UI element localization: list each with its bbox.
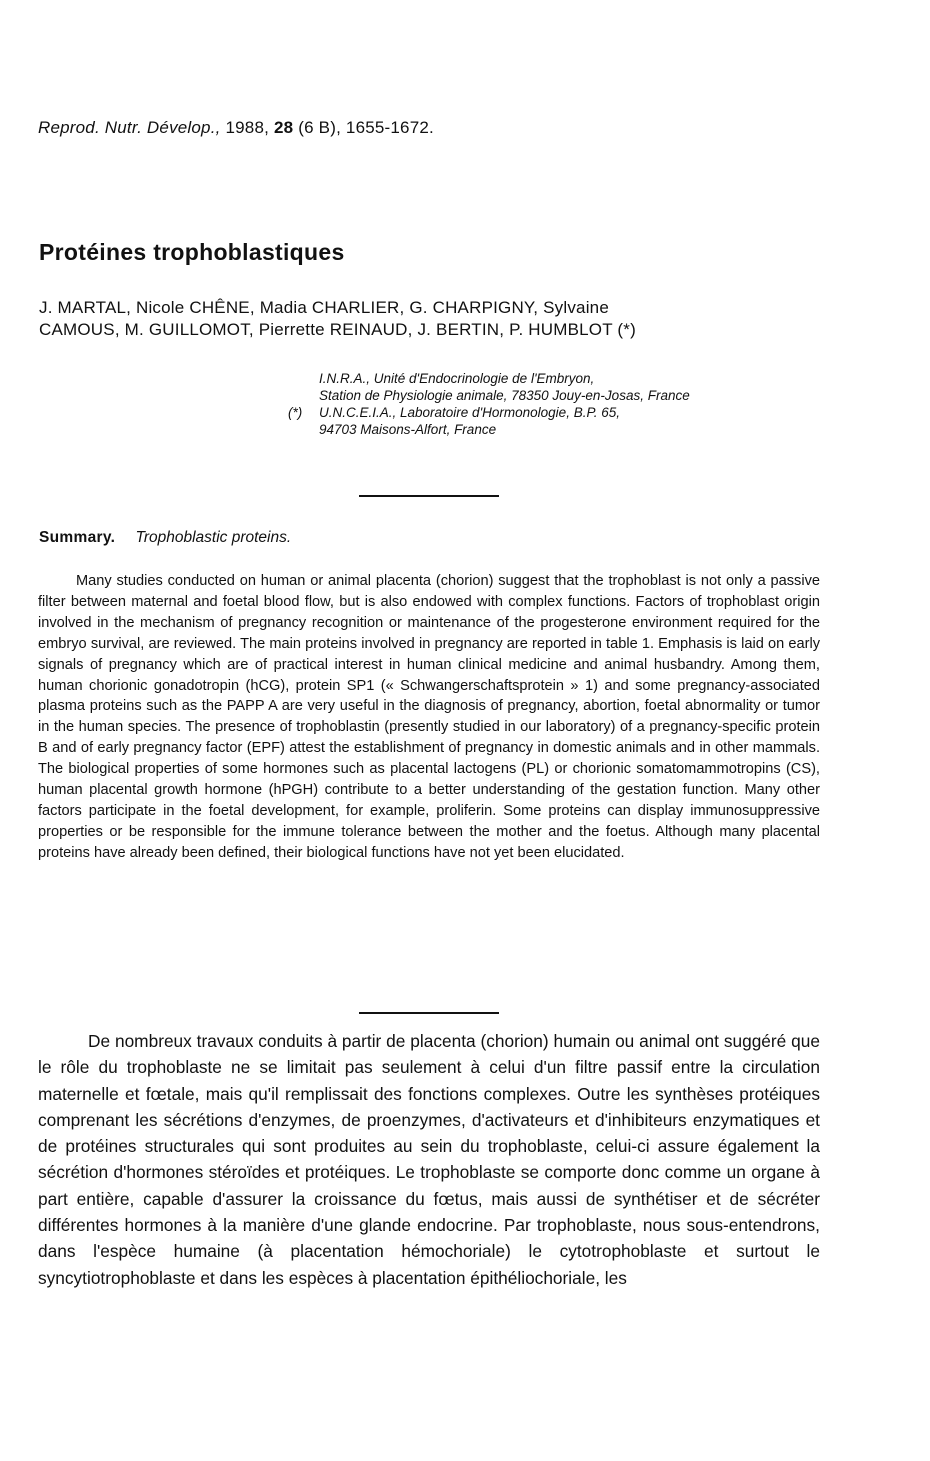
affiliations [288, 370, 848, 438]
affiliation-footnote-mark: (*) [288, 405, 303, 420]
affiliation-line-marked [288, 404, 848, 421]
article-title: Protéines trophoblastiques [39, 239, 345, 265]
author-list [39, 297, 829, 341]
section-divider [359, 1012, 499, 1014]
journal-citation [38, 118, 434, 138]
body-paragraph: De nombreux travaux conduits à partir de placenta (chorion) humain ou animal ont suggéré que le rôle du trophoblaste ne se limitait pas seulement à celui d'un filtre passif entre la circulation maternelle et fœtale, mais qu'il remplissait des fonctions complexes. Outre les synthèses protéiques comprenant les sécrétions d'enzymes, de proenzymes, d'activateurs et d'inhibiteurs enzymatiques et de protéines structurales qui sont produites au sein du trophoblaste, celui-ci assure également la sécrétion d'hormones stéroïdes et protéiques. Le trophoblaste se comporte donc comme un organe à part entière, capable d'assurer la croissance du fœtus, mais aussi de synthétiser et de sécréter différentes hormones à la manière d'une glande endocrine. Par trophoblaste, nous sous-entendrons, dans l'espèce humaine (à placentation hémochoriale) le cytotrophoblaste et surtout le syncytiotrophoblaste et dans les espèces à placentation épithéliochoriale, les [38, 1031, 820, 1288]
affiliation-line: I.N.R.A., Unité d'Endocrinologie de l'Embryon, [319, 371, 595, 386]
author-line: CAMOUS, M. GUILLOMOT, Pierrette REINAUD, J. BERTIN, P. HUMBLOT (*) [39, 320, 636, 339]
journal-year: 1988, [225, 118, 270, 137]
affiliation-line: 94703 Maisons-Alfort, France [319, 422, 497, 437]
author-line: J. MARTAL, Nicole CHÊNE, Madia CHARLIER, G. CHARPIGNY, Sylvaine [39, 298, 609, 317]
summary-subtitle: Trophoblastic proteins. [135, 529, 292, 546]
section-divider [359, 495, 499, 497]
summary-heading [39, 529, 291, 547]
abstract-paragraph: Many studies conducted on human or animal placenta (chorion) suggest that the trophoblast is not only a passive filter between maternal and foetal blood flow, but is also endowed with complex functions. Factors of trophoblast origin involved in the mechanism of pregnancy recognition or maintenance of the progesterone environment required for the embryo survival, are reviewed. The main proteins involved in pregnancy are reported in table 1. Emphasis is laid on early signals of pregnancy which are of practical interest in human clinical medicine and animal husbandry. Among them, human chorionic gonadotropin (hCG), protein SP1 (« Schwangerschaftsprotein » 1) and some pregnancy-associated plasma proteins such as the PAPP A are very useful in the diagnosis of pregnancy, abortion, foetal abnormality or tumor in the human species. The presence of trophoblastin (presently studied in our laboratory) of a pregnancy-specific protein B and of early pregnancy factor (EPF) attest the establishment of pregnancy in domestic animals and in other mammals. The biological properties of some hormones such as placental lactogens (PL) or chorionic somatomammotropins (CS), human placental growth hormone (hPGH) contribute to a better understanding of the gestation function. Many other factors participate in the foetal development, for example, proliferin. Some proteins can display immunosuppressive properties or be responsible for the immune tolerance between the mother and the foetus. Although many placental proteins have already been defined, their biological functions have not yet been elucidated. [38, 573, 820, 861]
journal-volume: 28 [273, 118, 294, 137]
summary-label: Summary. [39, 529, 116, 546]
affiliation-text: U.N.C.E.I.A., Laboratoire d'Hormonologie, B.P. 65, [319, 405, 620, 420]
affiliation-line: Station de Physiologie animale, 78350 Jouy-en-Josas, France [319, 388, 690, 403]
journal-pages: (6 B), 1655-1672. [298, 118, 434, 137]
journal-name: Reprod. Nutr. Dévelop., [38, 118, 221, 137]
